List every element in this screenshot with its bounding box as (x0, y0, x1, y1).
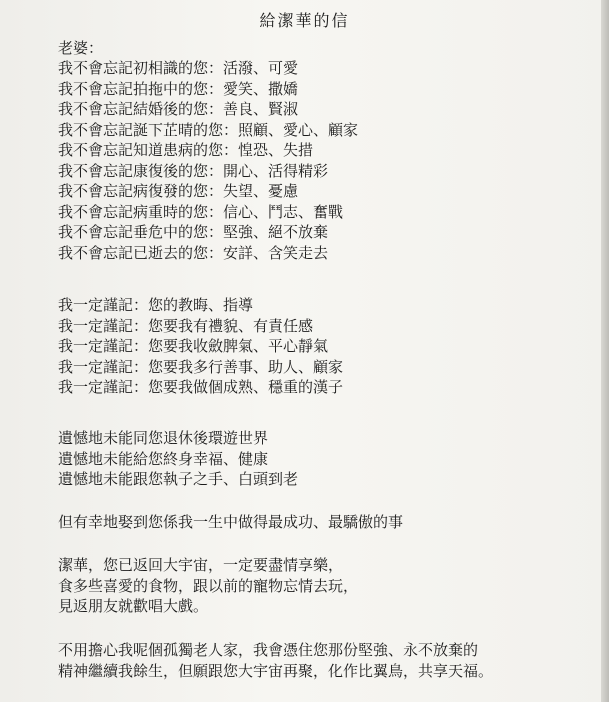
regret-line: 遺憾地未能跟您執子之手、白頭到老 (58, 470, 299, 488)
wish-line: 見返朋友就歡唱大戲。 (58, 597, 209, 615)
closing-line: 精神繼續我餘生，但願跟您大宇宙再聚，化作比翼鳥，共享天福。 (58, 661, 494, 680)
remember-line: 我一定謹記：您要我做個成熟、穩重的漢子 (58, 378, 344, 396)
fortune-line: 但有幸地娶到您係我一生中做得最成功、最驕傲的事 (58, 513, 404, 531)
closing-line: 不用擔心我呢個孤獨老人家，我會憑住您那份堅強、永不放棄的 (58, 641, 479, 659)
memory-line: 我不會忘記拍拖中的您：愛笑、撒嬌 (58, 79, 299, 98)
remember-line: 我一定謹記：您要我有禮貌、有責任感 (58, 316, 314, 335)
regrets-section (58, 428, 298, 490)
memory-line: 我不會忘記誕下芷晴的您：照顧、愛心、顧家 (58, 120, 359, 139)
memory-line: 我不會忘記初相識的您：活潑、可愛 (58, 59, 299, 77)
letter-title: 給潔華的信 (259, 11, 350, 30)
wish-line: 食多些喜愛的食物，跟以前的寵物忘情去玩， (58, 576, 359, 595)
regret-line: 遺憾地未能給您終身幸福、健康 (58, 449, 269, 468)
wishes-section (58, 555, 358, 617)
memory-line: 我不會忘記病重時的您：信心、鬥志、奮戰 (58, 202, 344, 221)
wish-line: 潔華，您已返回大宇宙，一定要盡情享樂， (58, 556, 344, 574)
memory-line: 我不會忘記已逝去的您：安詳、含笑走去 (58, 243, 329, 262)
memory-line: 我不會忘記垂危中的您：堅強、絕不放棄 (58, 223, 329, 241)
memory-line: 我不會忘記結婚後的您：善良、賢淑 (58, 100, 299, 118)
memory-line: 我不會忘記病復發的您：失望、憂慮 (58, 182, 299, 200)
fortune-section (58, 512, 403, 533)
remember-line: 我一定謹記：您要我多行善事、助人、顧家 (58, 357, 344, 376)
remember-line: 我一定謹記：您的教晦、指導 (58, 296, 254, 314)
salutation-line: 老婆： (58, 39, 104, 57)
memory-line: 我不會忘記知道患病的您：惶恐、失措 (58, 141, 314, 159)
remember-section (58, 295, 343, 398)
memory-line: 我不會忘記康復後的您：開心、活得精彩 (58, 161, 329, 180)
salutation (58, 38, 103, 59)
page-edge (601, 0, 609, 702)
memories-section (58, 58, 358, 263)
regret-line: 遺憾地未能同您退休後環遊世界 (58, 429, 269, 447)
closing-section (58, 640, 493, 681)
remember-line: 我一定謹記：您要我收斂脾氣、平心靜氣 (58, 337, 329, 355)
